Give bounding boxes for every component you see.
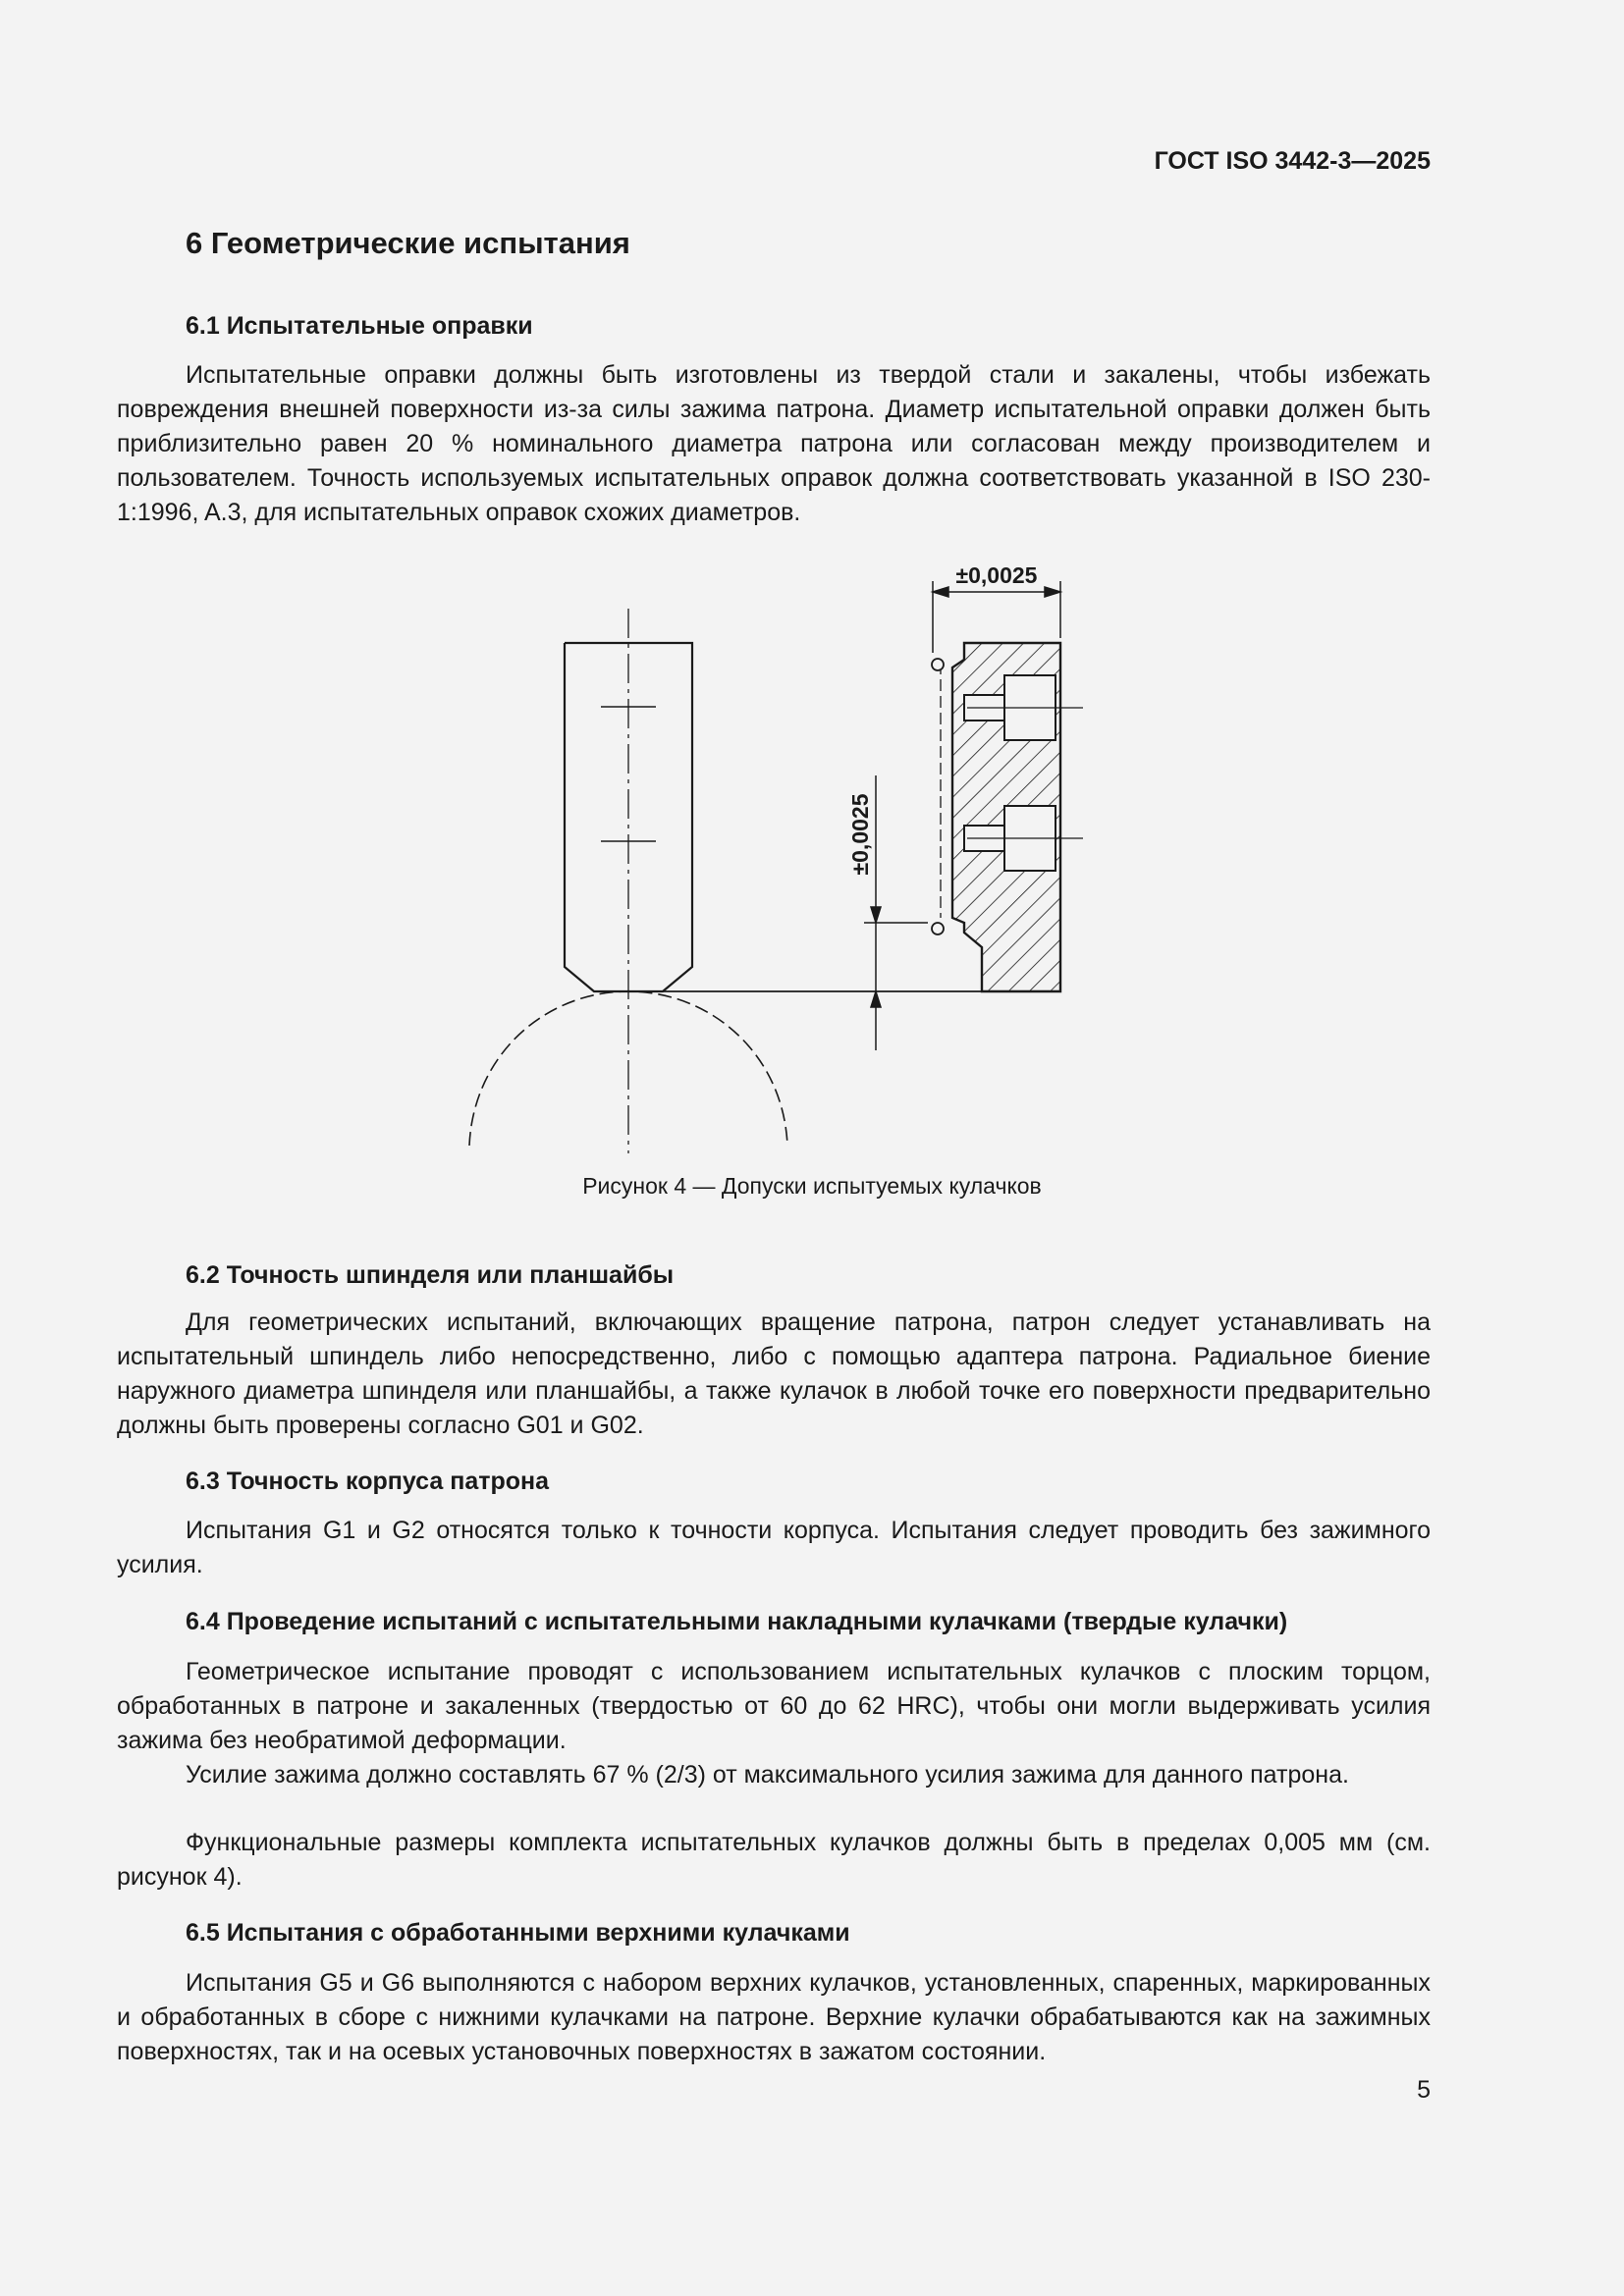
subsection-title-6-2: 6.2 Точность шпинделя или планшайбы	[186, 1261, 675, 1289]
figure-caption: Рисунок 4 — Допуски испытуемых кулачков	[582, 1173, 1042, 1199]
paragraph-6-1: Испытательные оправки должны быть изготовлены из твердой стали и закалены, чтобы избежать повреждения внешней поверхности из-за силы зажима патрона. Диаметр испытательной оправки должен быть приблизительно равен 20 % номинального диаметра патрона или согласован между производителем и пользователем. Точность используемых испытательных оправок должна соответствовать указанной в ISO 230-1:1996, A.3, для испытательных оправок схожих диаметров.	[117, 361, 1431, 526]
subsection-title-6-1: 6.1 Испытательные оправки	[186, 312, 533, 340]
subsection-title-6-3: 6.3 Точность корпуса патрона	[186, 1468, 550, 1495]
paragraph-6-4-2: Усилие зажима должно составлять 67 % (2/3) от максимального усилия зажима для данного патрона.	[186, 1761, 1349, 1789]
standard-code: ГОСТ ISO 3442-3—2025	[1154, 147, 1431, 175]
tolerance-side-label: ±0,0025	[847, 793, 873, 876]
tolerance-top-label: ±0,0025	[955, 562, 1038, 588]
paragraph-6-5: Испытания G5 и G6 выполняются с набором верхних кулачков, установленных, спаренных, маркированных и обработанных в сборе с нижними кулачками на патроне. Верхние кулачки обрабатываются как на зажимных поверхностях, так и на осевых установочных поверхностях в зажатом состоянии.	[117, 1969, 1431, 2065]
paragraph-6-4-3: Функциональные размеры комплекта испытательных кулачков должны быть в пределах 0,005 мм (см. рисунок 4).	[117, 1829, 1431, 1891]
jaw	[932, 643, 1083, 991]
page-number: 5	[1417, 2076, 1431, 2104]
section-title: 6 Геометрические испытания	[186, 226, 630, 260]
figure-4	[0, 550, 1624, 1178]
paragraph-6-3: Испытания G1 и G2 относятся только к точности корпуса. Испытания следует проводить без зажимного усилия.	[117, 1517, 1431, 1578]
dimension-side	[864, 775, 928, 1050]
subsection-title-6-5: 6.5 Испытания с обработанными верхними кулачками	[186, 1919, 850, 1947]
figure-4-drawing	[0, 550, 1624, 1178]
paragraph-6-4-1: Геометрическое испытание проводят с использованием испытательных кулачков с плоским торцом, обработанных в патроне и закаленных (твердостью от 60 до 62 HRC), чтобы они могли выдерживать усилия зажима без необратимой деформации.	[117, 1658, 1431, 1754]
paragraph-6-2: Для геометрических испытаний, включающих вращение патрона, патрон следует устанавливать на испытательный шпиндель либо непосредственно, либо с помощью адаптера патрона. Радиальное биение наружного диаметра шпинделя или планшайбы, а также кулачок в любой точке его поверхности предварительно должны быть проверены согласно G01 и G02.	[117, 1308, 1431, 1439]
subsection-title-6-4: 6.4 Проведение испытаний с испытательными накладными кулачками (твердые кулачки)	[186, 1608, 1288, 1635]
